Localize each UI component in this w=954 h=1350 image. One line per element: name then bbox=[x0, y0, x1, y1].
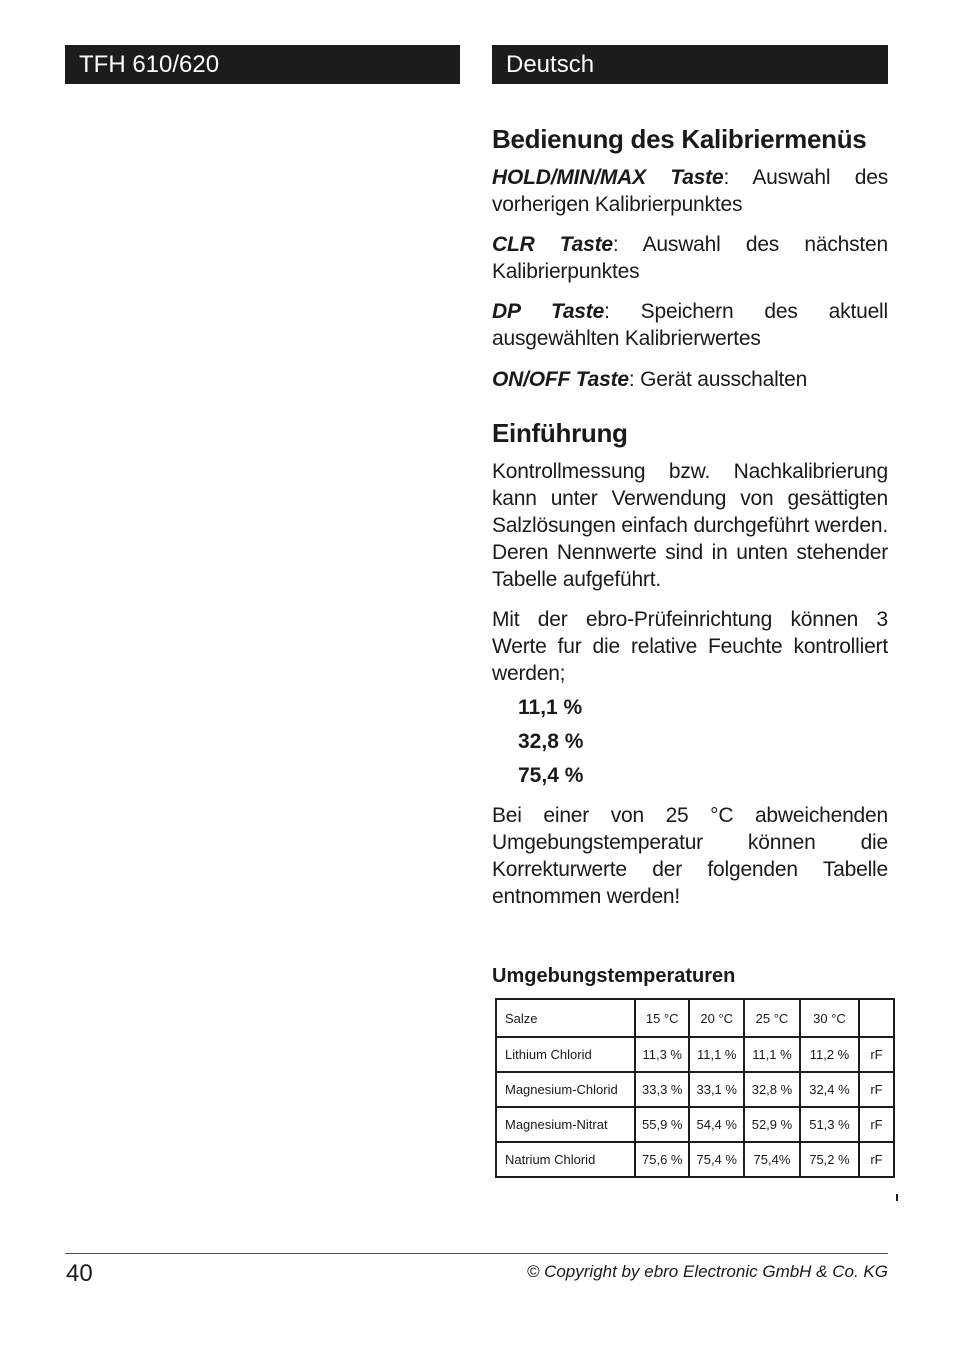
table-cell: 75,4 % bbox=[689, 1142, 743, 1177]
header-cell: 20 °C bbox=[689, 999, 743, 1037]
table-cell: 75,4% bbox=[744, 1142, 800, 1177]
table-cell: 75,2 % bbox=[800, 1142, 859, 1177]
humidity-value: 75,4 % bbox=[518, 764, 584, 787]
key-name: HOLD/MIN/MAX Taste bbox=[492, 166, 724, 189]
table-cell: 52,9 % bbox=[744, 1107, 800, 1142]
key-description-hold bbox=[492, 164, 888, 218]
table-cell: rF bbox=[859, 1142, 894, 1177]
key-text: : Auswahl des nächsten Kalibrierpunktes bbox=[492, 233, 888, 283]
table-cell: 11,1 % bbox=[744, 1037, 800, 1072]
table-title: Umgebungstemperaturen bbox=[492, 965, 736, 987]
table-cell: 54,4 % bbox=[689, 1107, 743, 1142]
table-cell: 55,9 % bbox=[635, 1107, 689, 1142]
table-cell: rF bbox=[859, 1072, 894, 1107]
table-cell: rF bbox=[859, 1107, 894, 1142]
table-cell: 11,2 % bbox=[800, 1037, 859, 1072]
header-model: TFH 610/620 bbox=[65, 45, 460, 84]
header-cell: Salze bbox=[496, 999, 635, 1037]
test-device-paragraph: Mit der ebro-Prüfeinrichtung können 3 Werte fur die relative Feuchte kontrolliert werden; bbox=[492, 608, 888, 685]
humidity-value: 32,8 % bbox=[518, 730, 584, 753]
header-language: Deutsch bbox=[492, 45, 888, 84]
table-cell: 75,6 % bbox=[635, 1142, 689, 1177]
correction-paragraph: Bei einer von 25 °C abweichenden Umgebungstemperatur können die Korrekturwerte der folgenden Tabelle entnommen werden! bbox=[492, 804, 888, 908]
header-cell: 30 °C bbox=[800, 999, 859, 1037]
header-cell: 25 °C bbox=[744, 999, 800, 1037]
key-name: ON/OFF Taste bbox=[492, 368, 629, 391]
salt-name: Magnesium-Chlorid bbox=[496, 1072, 635, 1107]
key-text: : Auswahl des vorherigen Kalibrierpunktes bbox=[492, 166, 888, 216]
table-row bbox=[496, 1107, 894, 1142]
key-description-dp bbox=[492, 298, 888, 352]
page-number: 40 bbox=[66, 1260, 93, 1287]
header-cell: 15 °C bbox=[635, 999, 689, 1037]
table-cell: 33,1 % bbox=[689, 1072, 743, 1107]
section-title-calibration-menu: Bedienung des Kalibriermenüs bbox=[492, 124, 867, 154]
table-cell: rF bbox=[859, 1037, 894, 1072]
table-cell: 11,3 % bbox=[635, 1037, 689, 1072]
table-row bbox=[496, 1142, 894, 1177]
table-row bbox=[496, 1037, 894, 1072]
section-title-introduction: Einführung bbox=[492, 418, 628, 448]
header-cell bbox=[859, 999, 894, 1037]
copyright-notice: © Copyright by ebro Electronic GmbH & Co. KG bbox=[526, 1262, 888, 1281]
table-cell: 32,8 % bbox=[744, 1072, 800, 1107]
intro-paragraph: Kontrollmessung bzw. Nachkalibrierung kann unter Verwendung von gesättigten Salzlösungen einfach durchgeführt werden. Deren Nennwerte sind in unten stehender Tabelle aufgeführt. bbox=[492, 460, 888, 591]
key-text: : Speichern des aktuell ausgewählten Kalibrierwertes bbox=[492, 300, 888, 350]
table-row bbox=[496, 1072, 894, 1107]
table-cell: 11,1 % bbox=[689, 1037, 743, 1072]
footer-divider bbox=[65, 1253, 888, 1254]
table-cell: 51,3 % bbox=[800, 1107, 859, 1142]
key-description-onoff bbox=[492, 366, 888, 393]
table-header-row bbox=[496, 999, 894, 1037]
salt-name: Magnesium-Nitrat bbox=[496, 1107, 635, 1142]
key-name: DP Taste bbox=[492, 300, 605, 323]
humidity-value: 11,1 % bbox=[518, 696, 583, 719]
key-text: : Gerät ausschalten bbox=[628, 368, 808, 391]
key-description-clr bbox=[492, 231, 888, 285]
salt-name: Natrium Chlorid bbox=[496, 1142, 635, 1177]
table-cell: 32,4 % bbox=[800, 1072, 859, 1107]
key-name: CLR Taste bbox=[492, 233, 613, 256]
salt-name: Lithium Chlorid bbox=[496, 1037, 635, 1072]
salt-humidity-table bbox=[495, 998, 895, 1178]
table-cell: 33,3 % bbox=[635, 1072, 689, 1107]
print-mark bbox=[896, 1194, 898, 1201]
